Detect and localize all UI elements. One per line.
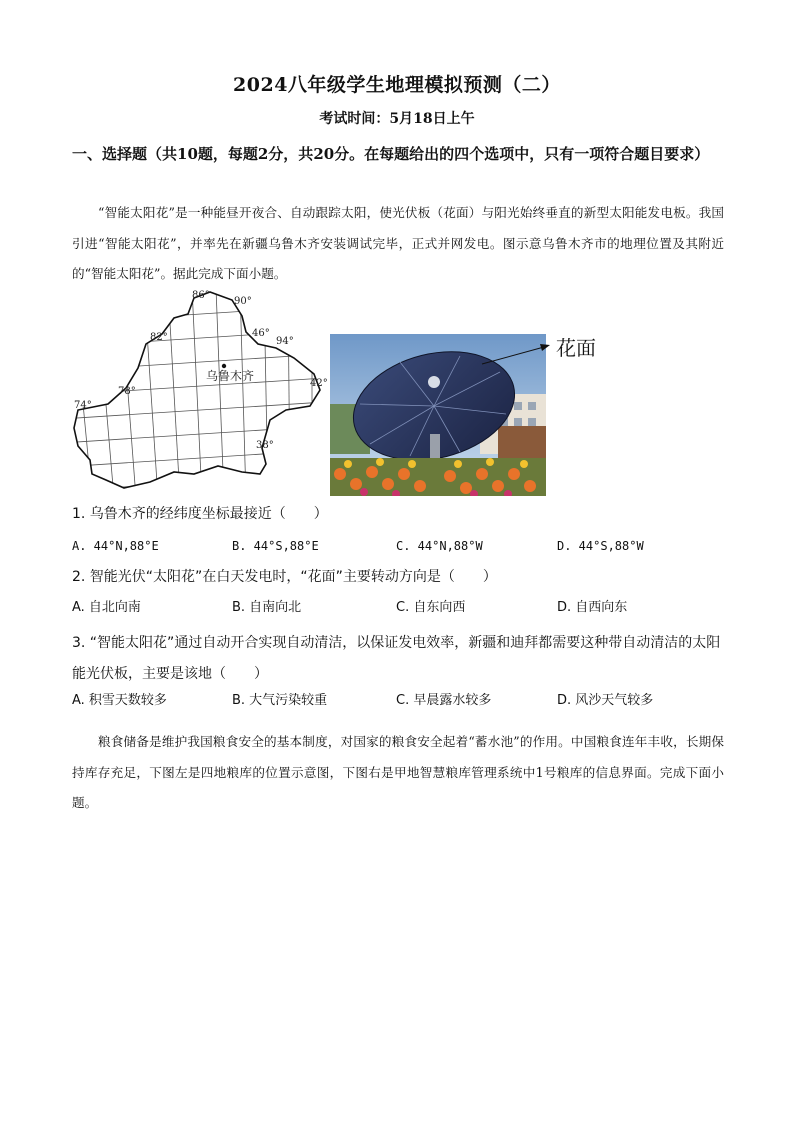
hub [428, 376, 440, 388]
q1-option-d: D. 44°S,88°W [557, 539, 644, 553]
q2-option-b: B. 自南向北 [232, 600, 302, 615]
callout-label: 花面 [556, 336, 596, 360]
question-2-stem: 2. 智能光伏“太阳花”在白天发电时，“花面”主要转动方向是（ ） [72, 569, 497, 585]
lon-label-86: 86° [192, 290, 210, 301]
passage-1: “智能太阳花”是一种能昼开夜合、自动跟踪太阳，使光伏板（花面）与阳光始终垂直的新型太阳能发电板。我国引进“智能太阳花”，并率先在新疆乌鲁木齐安装调试完毕，正式并网发电。图示意乌鲁木齐市的地理位置及其附近的“智能太阳花”。据此完成下面小题。 [72, 205, 724, 281]
urumqi-dot [222, 364, 226, 368]
lon-label-78: 78° [118, 386, 136, 397]
urumqi-label: 乌鲁木齐 [206, 369, 255, 383]
exam-time: 考试时间：5月18日上午 [319, 111, 475, 127]
lon-label-90: 90° [234, 296, 252, 307]
callout-arrow [480, 338, 560, 368]
pergola [498, 426, 546, 462]
q2-option-d: D. 自西向东 [557, 600, 628, 615]
passage-2: 粮食储备是维护我国粮食安全的基本制度，对国家的粮食安全起着“蓄水池”的作用。中国粮食连年丰收，长期保持库存充足，下图左是四地粮库的位置示意图，下图右是甲地智慧粮库管理系统中1号粮库的信息界面。完成下面小题。 [72, 734, 724, 810]
q3-option-a: A. 积雪天数较多 [72, 693, 167, 708]
section-heading: 一、选择题（共10题，每题2分，共20分。在每题给出的四个选项中，只有一项符合题目要求） [72, 145, 710, 163]
q2-option-c: C. 自东向西 [396, 600, 466, 615]
question-3-stem: 3. “智能太阳花”通过自动开合实现自动清洁，以保证发电效率，新疆和迪拜都需要这种带自动清洁的太阳能光伏板，主要是该地（ ） [72, 635, 721, 682]
q1-option-c: C. 44°N,88°W [396, 539, 483, 553]
lon-label-94: 94° [276, 336, 294, 347]
q3-option-c: C. 早晨露水较多 [396, 693, 492, 708]
graticule [66, 288, 336, 498]
q1-option-a: A. 44°N,88°E [72, 539, 159, 553]
xinjiang-map [66, 288, 336, 498]
q2-option-a: A. 自北向南 [72, 600, 141, 615]
q3-option-b: B. 大气污染较重 [232, 693, 328, 708]
q3-option-d: D. 风沙天气较多 [557, 693, 654, 708]
question-1-stem: 1. 乌鲁木齐的经纬度坐标最接近（ ） [72, 506, 328, 522]
lon-label-82: 82° [150, 332, 168, 343]
lat-label-42: 42° [310, 378, 328, 389]
lat-label-38: 38° [256, 440, 274, 451]
lat-label-46: 46° [252, 328, 270, 339]
lon-label-74: 74° [74, 400, 92, 411]
q1-option-b: B. 44°S,88°E [232, 539, 319, 553]
page-title: 2024八年级学生地理模拟预测（二） [233, 74, 561, 96]
